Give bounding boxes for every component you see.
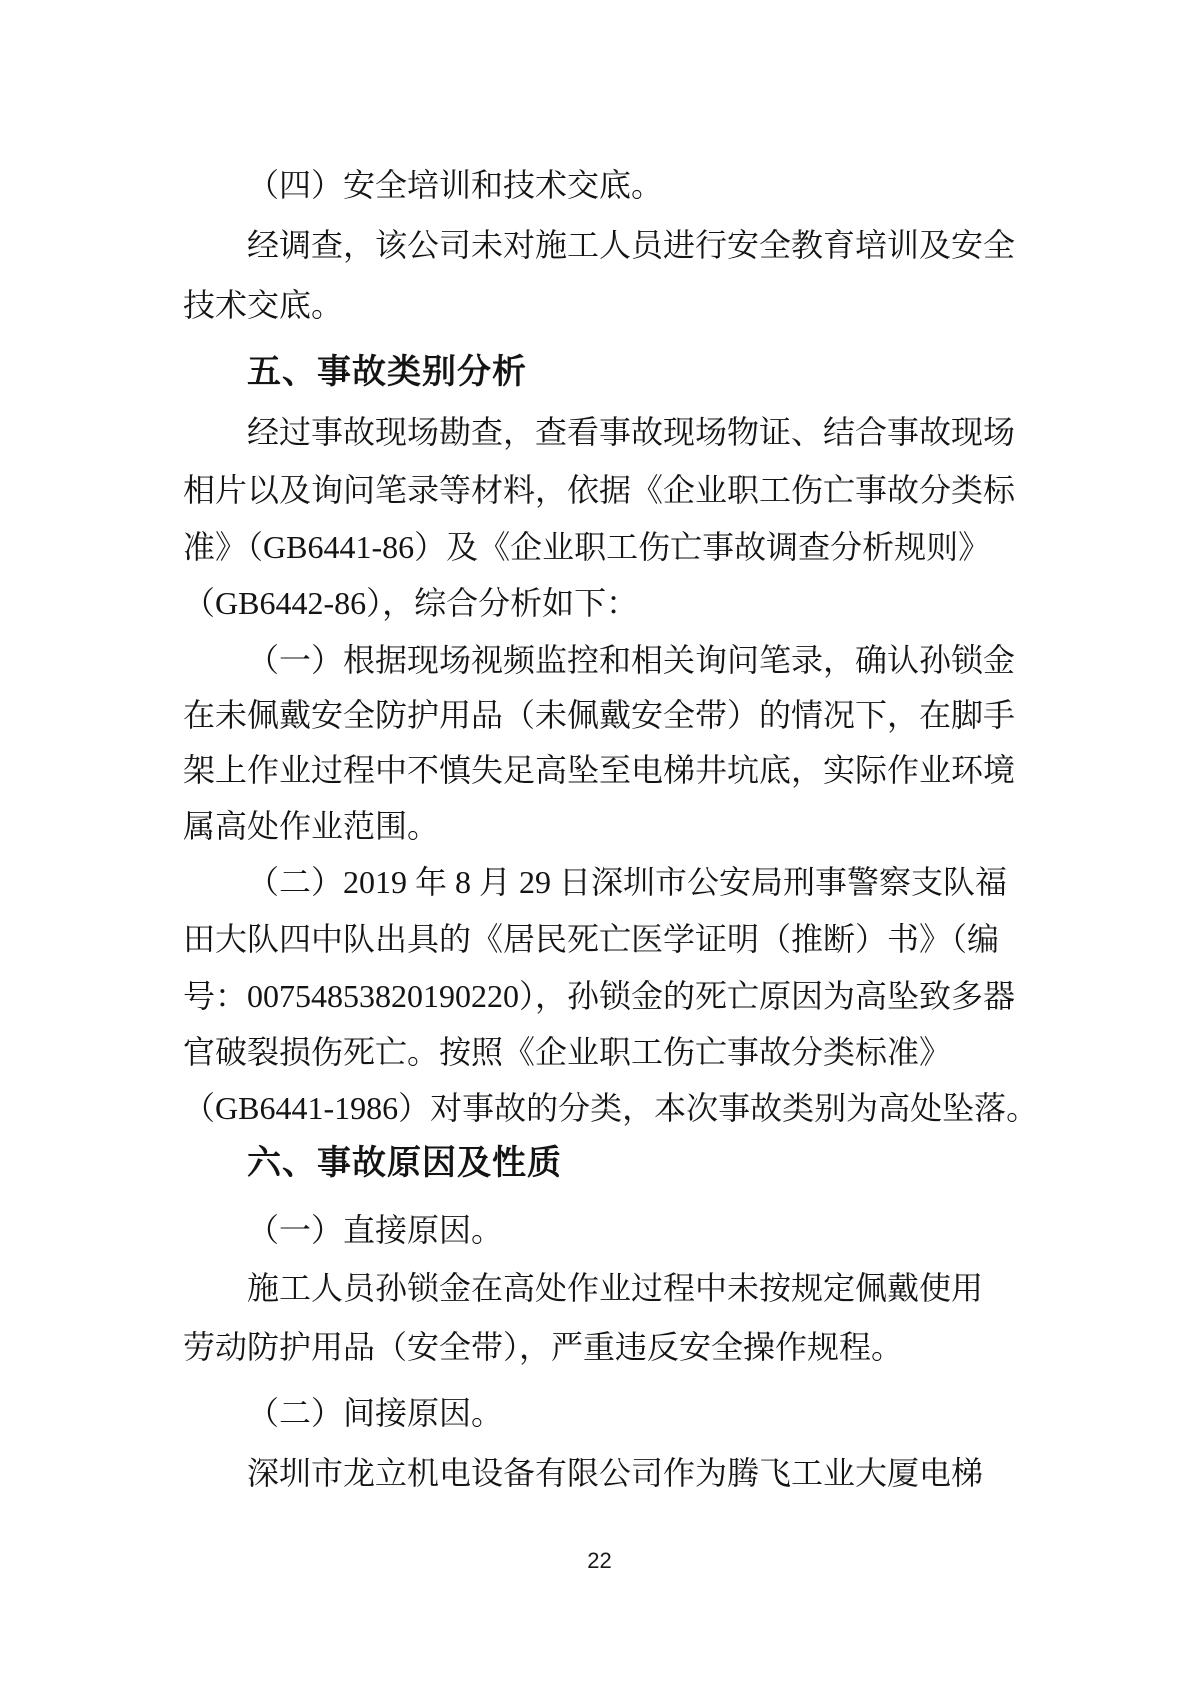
- text-line: 田大队四中队出具的《居民死亡医学证明（推断）书》（编: [183, 921, 1000, 957]
- text-line: 经调查，该公司未对施工人员进行安全教育培训及安全: [247, 227, 1016, 263]
- text-line: 号：00754853820190220），孙锁金的死亡原因为高坠致多器: [183, 978, 1016, 1014]
- text-line: 劳动防护用品（安全带），严重违反安全操作规程。: [183, 1329, 904, 1365]
- text-line: （GB6442-86），综合分析如下：: [183, 585, 639, 621]
- section-heading-6: 六、事故原因及性质: [247, 1144, 562, 1182]
- text-line: 技术交底。: [183, 287, 344, 323]
- text-line: 架上作业过程中不慎失足高坠至电梯井坑底，实际作业环境: [183, 752, 1016, 788]
- text-line-indirect-cause: （二）间接原因。: [247, 1395, 504, 1431]
- text-line: 在未佩戴安全防护用品（未佩戴安全带）的情况下，在脚手: [183, 697, 1016, 733]
- text-line: 经过事故现场勘查，查看事故现场物证、结合事故现场: [247, 414, 1016, 450]
- text-line: 相片以及询问笔录等材料，依据《企业职工伤亡事故分类标: [183, 472, 1016, 508]
- text-line: 官破裂损伤死亡。按照《企业职工伤亡事故分类标准》: [183, 1034, 952, 1070]
- text-line-sub4-title: （四）安全培训和技术交底。: [247, 167, 664, 203]
- text-line-item-2: （二）2019 年 8 月 29 日深圳市公安局刑事警察支队福: [247, 864, 1008, 900]
- text-line: 属高处作业范围。: [183, 808, 440, 844]
- page-number: 22: [587, 1548, 612, 1573]
- text-line: 施工人员孙锁金在高处作业过程中未按规定佩戴使用: [247, 1270, 984, 1306]
- text-line: 深圳市龙立机电设备有限公司作为腾飞工业大厦电梯: [247, 1455, 984, 1491]
- text-line-item-1: （一）根据现场视频监控和相关询问笔录，确认孙锁金: [247, 642, 1016, 678]
- text-line: （GB6441-1986）对事故的分类，本次事故类别为高处坠落。: [183, 1090, 1039, 1126]
- text-line: 准》（GB6441-86）及《企业职工伤亡事故调查分析规则》: [183, 529, 991, 565]
- section-heading-5: 五、事故类别分析: [247, 353, 527, 391]
- text-line-direct-cause: （一）直接原因。: [247, 1212, 504, 1248]
